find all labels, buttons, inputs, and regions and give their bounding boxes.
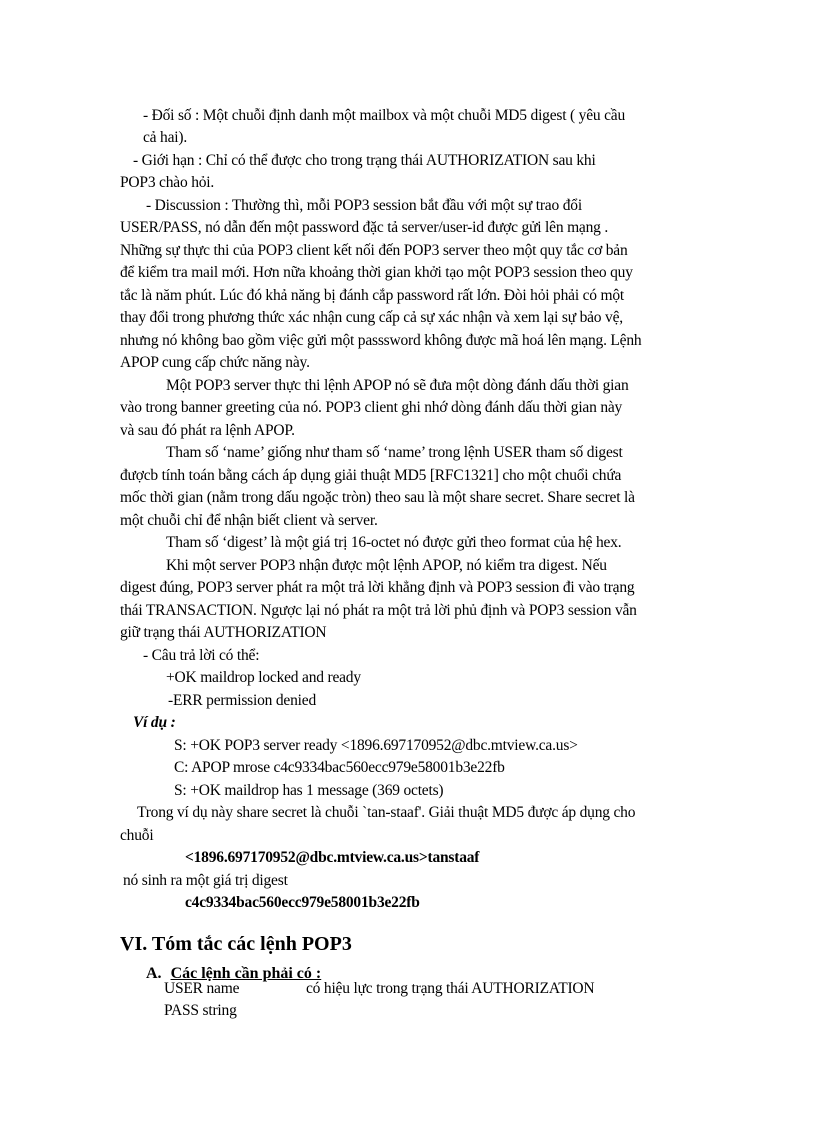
- text-line: Những sự thực thi của POP3 client kết nối đến POP3 server theo một quy tắc cơ bản: [120, 242, 628, 259]
- text-line: digest đúng, POP3 server phát ra một trả lời khẳng định và POP3 session đi vào trạng: [120, 579, 635, 596]
- text-line: để kiểm tra mail mới. Hơn nữa khoảng thời gian khởi tạo một POP3 session theo quy: [120, 264, 633, 281]
- text-line: - Giới hạn : Chỉ có thể được cho trong trạng thái AUTHORIZATION sau khi: [133, 152, 596, 169]
- text-line: <1896.697170952@dbc.mtview.ca.us>tanstaaf: [185, 849, 480, 866]
- text-line: đượcb tính toán bằng cách áp dụng giải thuật MD5 [RFC1321] cho một chuổi chứa: [120, 467, 622, 484]
- text-line: tắc là năm phút. Lúc đó khả năng bị đánh cắp password rất lớn. Đòi hỏi phải có một: [120, 287, 625, 304]
- command-name: PASS string: [164, 1002, 237, 1019]
- text-line: và sau đó phát ra lệnh APOP.: [120, 422, 295, 439]
- text-line: mốc thời gian (nằm trong dấu ngoặc tròn) theo sau là một share secret. Share secret là: [120, 489, 635, 506]
- text-line: POP3 chào hỏi.: [120, 174, 215, 191]
- text-line: -ERR permission denied: [168, 692, 316, 709]
- text-line: nhưng nó không bao gồm việc gửi một passsword không được mã hoá lên mạng. Lệnh: [120, 332, 642, 349]
- text-line: - Câu trả lời có thể:: [143, 647, 260, 664]
- command-name: USER name: [164, 980, 240, 997]
- text-line: Một POP3 server thực thi lệnh APOP nó sẽ đưa một dòng đánh dấu thời gian: [166, 377, 629, 394]
- text-line: USER/PASS, nó dẫn đến một password đặc tả server/user-id được gửi lên mạng .: [120, 219, 609, 236]
- text-line: S: +OK POP3 server ready <1896.697170952@dbc.mtview.ca.us>: [174, 737, 578, 754]
- text-line: Trong ví dụ này share secret là chuỗi `tan-staaf'. Giải thuật MD5 được áp dụng cho: [137, 804, 636, 821]
- text-line: thay đổi trong phương thức xác nhận cung cấp cả sự xác nhận và xem lại sự bảo vệ,: [120, 309, 623, 326]
- text-line: vào trong banner greeting của nó. POP3 client ghi nhớ dòng đánh dấu thời gian này: [120, 399, 623, 416]
- section-heading: VI. Tóm tắc các lệnh POP3: [120, 933, 352, 955]
- text-line: c4c9334bac560ecc979e58001b3e22fb: [185, 894, 420, 911]
- text-line: - Đối số : Một chuỗi định danh một mailbox và một chuỗi MD5 digest ( yêu cầu: [143, 107, 626, 124]
- text-line: S: +OK maildrop has 1 message (369 octets): [174, 782, 444, 799]
- text-line: +OK maildrop locked and ready: [166, 669, 361, 686]
- text-line: giữ trạng thái AUTHORIZATION: [120, 624, 327, 641]
- command-description: có hiệu lực trong trạng thái AUTHORIZATION: [306, 980, 595, 997]
- text-line: APOP cung cấp chức năng này.: [120, 354, 310, 371]
- example-label: Ví dụ :: [133, 714, 176, 731]
- text-line: Khi một server POP3 nhận được một lệnh APOP, nó kiểm tra digest. Nếu: [166, 557, 607, 574]
- text-line: nó sinh ra một giá trị digest: [123, 872, 288, 889]
- text-line: chuỗi: [120, 827, 154, 844]
- text-line: C: APOP mrose c4c9334bac560ecc979e58001b3e22fb: [174, 759, 505, 776]
- text-line: - Discussion : Thường thì, mỗi POP3 session bắt đầu với một sự trao đổi: [146, 197, 582, 214]
- subsection-marker: A.: [146, 965, 162, 982]
- subsection-title: Các lệnh cần phải có :: [170, 965, 322, 982]
- text-line: Tham số ‘name’ giống như tham số ‘name’ trong lệnh USER tham số digest: [166, 444, 623, 461]
- text-line: một chuỗi chỉ để nhận biết client và server.: [120, 512, 378, 529]
- text-line: Tham số ‘digest’ là một giá trị 16-octet nó được gửi theo format của hệ hex.: [166, 534, 622, 551]
- text-line: cả hai).: [143, 129, 188, 146]
- text-line: thái TRANSACTION. Ngược lại nó phát ra một trả lời phủ định và POP3 session vẫn: [120, 602, 637, 619]
